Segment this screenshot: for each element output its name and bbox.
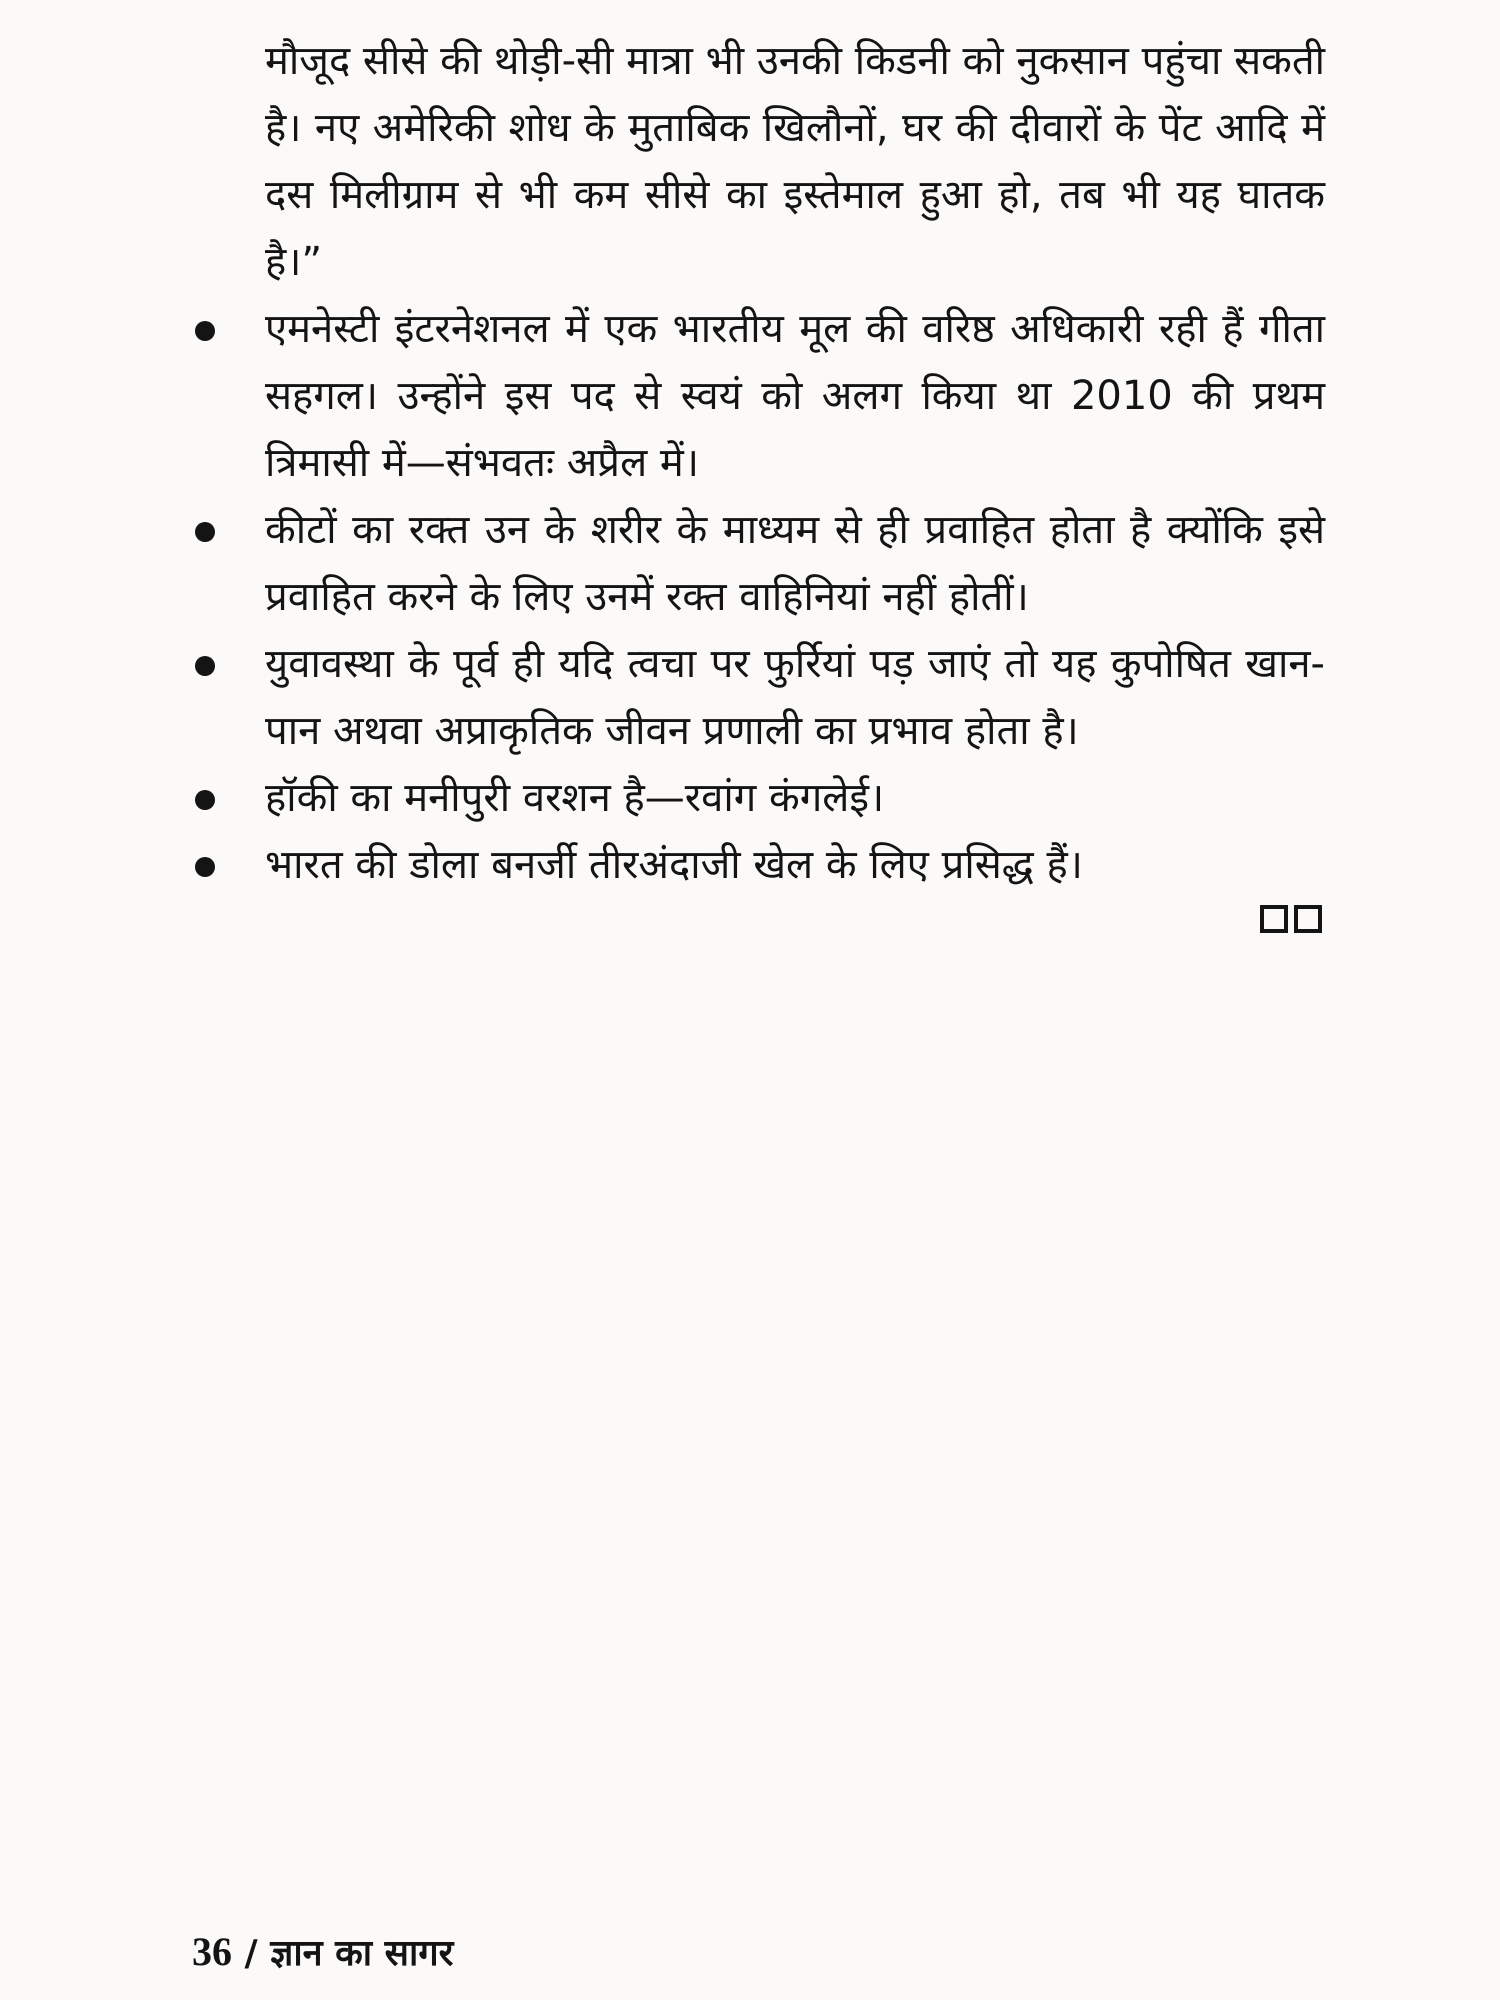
section-end-mark [1260, 905, 1322, 933]
bullet-icon [195, 656, 215, 676]
footer-separator: / [244, 1933, 258, 1974]
bullet-text: हॉकी का मनीपुरी वरशन है—रवांग कंगलेई। [265, 775, 885, 821]
bullet-item-2 [265, 497, 1325, 631]
bullet-text: भारत की डोला बनर्जी तीरअंदाजी खेल के लिए प्रसिद्ध हैं। [265, 842, 1083, 888]
square-icon [1294, 905, 1322, 933]
page-footer [192, 1930, 453, 1976]
bullet-icon [195, 790, 215, 810]
bullet-item-5 [265, 832, 1325, 899]
book-title: ज्ञान का सागर [270, 1933, 454, 1974]
bullet-icon [195, 522, 215, 542]
bullet-icon [195, 857, 215, 877]
bullet-text: युवावस्था के पूर्व ही यदि त्वचा पर फुर्रियां पड़ जाएं तो यह कुपोषित खान-पान अथवा अप्राकृतिक जीवन प्रणाली का प्रभाव होता है। [265, 641, 1325, 754]
bullet-text: एमनेस्टी इंटरनेशनल में एक भारतीय मूल की वरिष्ठ अधिकारी रही हैं गीता सहगल। उन्होंने इस पद से स्वयं को अलग किया था 2010 की प्रथम त्रिमासी में—संभवतः अप्रैल में। [265, 306, 1325, 486]
intro-paragraph: मौजूद सीसे की थोड़ी-सी मात्रा भी उनकी किडनी को नुकसान पहुंचा सकती है। नए अमेरिकी शोध के मुताबिक खिलौनों, घर की दीवारों के पेंट आदि में दस मिलीग्राम से भी कम सीसे का इस्तेमाल हुआ हो, तब भी यह घातक है।” [265, 38, 1325, 285]
body-text [265, 28, 1325, 899]
square-icon [1260, 905, 1288, 933]
bullet-item-3 [265, 631, 1325, 765]
bullet-item-4 [265, 765, 1325, 832]
page-number: 36 [192, 1929, 232, 1974]
bullet-icon [195, 321, 215, 341]
bullet-item-1 [265, 296, 1325, 497]
bullet-text: कीटों का रक्त उन के शरीर के माध्यम से ही प्रवाहित होता है क्योंकि इसे प्रवाहित करने के लिए उनमें रक्त वाहिनियां नहीं होतीं। [265, 507, 1325, 620]
